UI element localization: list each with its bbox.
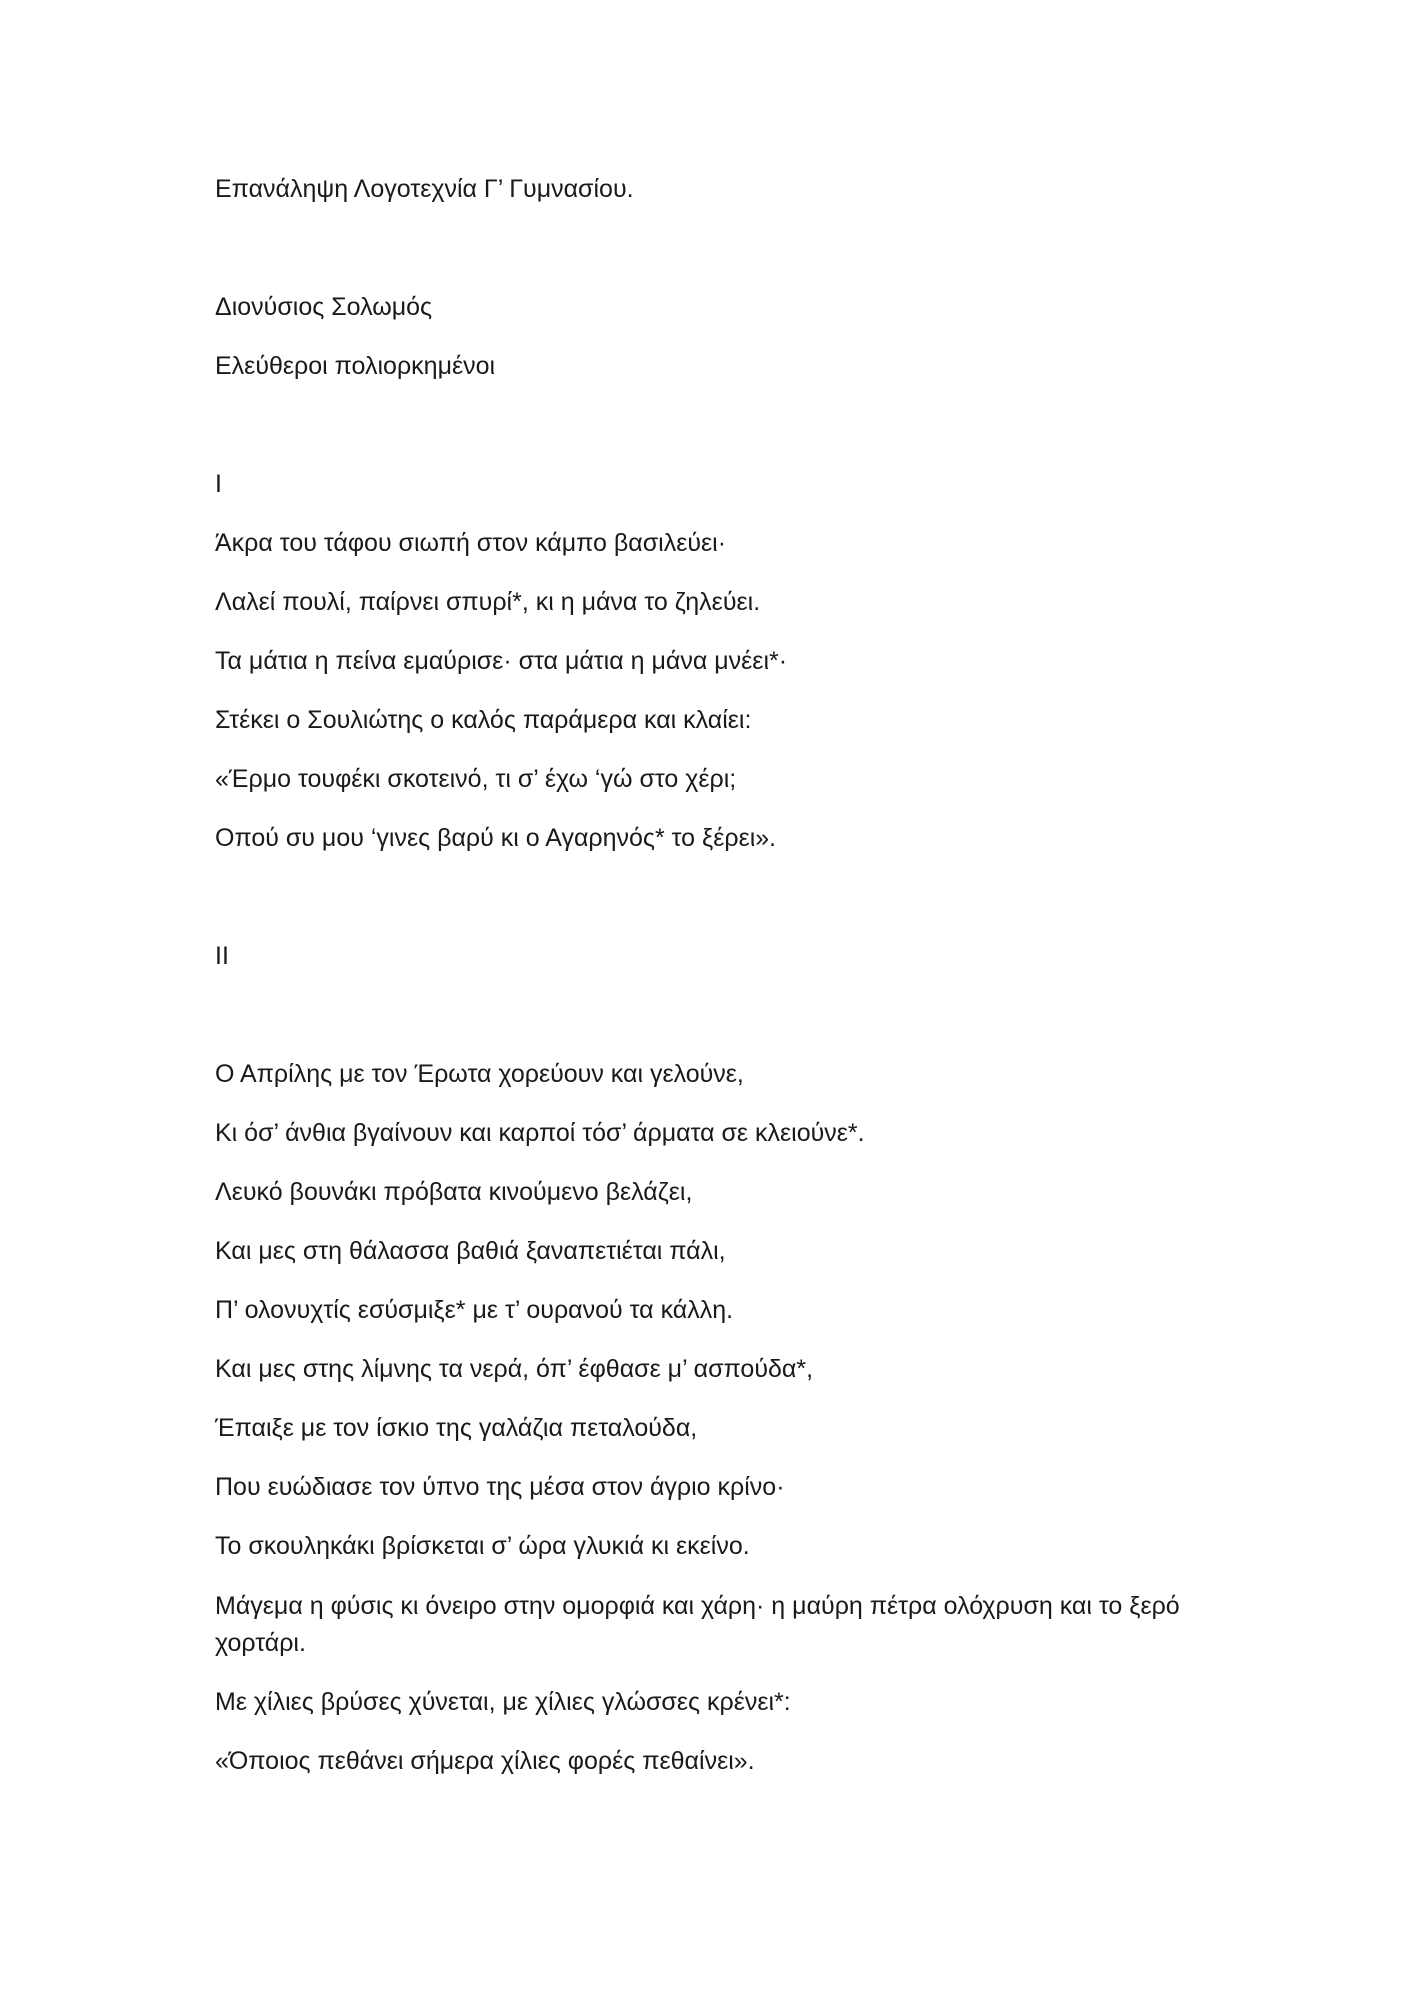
poem-line: Με χίλιες βρύσες χύνεται, με χίλιες γλώσσες κρένει*: <box>215 1688 791 1716</box>
poem-line: Μάγεμα η φύσις κι όνειρο στην ομορφιά και χάρη· η μαύρη πέτρα ολόχρυση και το ξερό χορτάρι. <box>215 1592 1180 1657</box>
poem-line: Άκρα του τάφου σιωπή στον κάμπο βασιλεύει· <box>215 529 727 557</box>
poem-line: Οπού συ μου ‘γινες βαρύ κι ο Αγαρηνός* το ξέρει». <box>215 824 777 852</box>
poem-line: Ο Απρίλης με τον Έρωτα χορεύουν και γελούνε, <box>215 1060 744 1088</box>
poem-line: Έπαιξε με τον ίσκιο της γαλάζια πεταλούδα, <box>215 1414 698 1442</box>
document-header: Επανάληψη Λογοτεχνία Γ’ Γυμνασίου. <box>215 175 634 203</box>
poem-line: Και μες στη θάλασσα βαθιά ξαναπετιέται πάλι, <box>215 1237 726 1265</box>
section-numeral-1: Ι <box>215 470 222 498</box>
section-numeral-2: ΙΙ <box>215 942 229 970</box>
poem-line: Στέκει ο Σουλιώτης ο καλός παράμερα και κλαίει: <box>215 706 752 734</box>
author-name: Διονύσιος Σολωμός <box>215 293 433 321</box>
poem-line: Που ευώδιασε τον ύπνο της μέσα στον άγριο κρίνο· <box>215 1473 785 1501</box>
poem-line: Λαλεί πουλί, παίρνει σπυρί*, κι η μάνα το ζηλεύει. <box>215 588 761 616</box>
poem-line: Το σκουληκάκι βρίσκεται σ’ ώρα γλυκιά κι εκείνο. <box>215 1532 750 1560</box>
poem-line: Π’ ολονυχτίς εσύσμιξε* με τ’ ουρανού τα κάλλη. <box>215 1296 734 1324</box>
poem-line: «Όποιος πεθάνει σήμερα χίλιες φορές πεθαίνει». <box>215 1747 755 1775</box>
poem-line: Κι όσ’ άνθια βγαίνουν και καρποί τόσ’ άρματα σε κλειούνε*. <box>215 1119 865 1147</box>
poem-line: Τα μάτια η πείνα εμαύρισε· στα μάτια η μάνα μνέει*· <box>215 647 788 675</box>
poem-line: Λευκό βουνάκι πρόβατα κινούμενο βελάζει, <box>215 1178 693 1206</box>
poem-line: Και μες στης λίμνης τα νερά, όπ’ έφθασε μ’ ασπούδα*, <box>215 1355 814 1383</box>
poem-title: Ελεύθεροι πολιορκημένοι <box>215 352 496 380</box>
poem-line: «Έρμο τουφέκι σκοτεινό, τι σ’ έχω ‘γώ στο χέρι; <box>215 765 737 793</box>
